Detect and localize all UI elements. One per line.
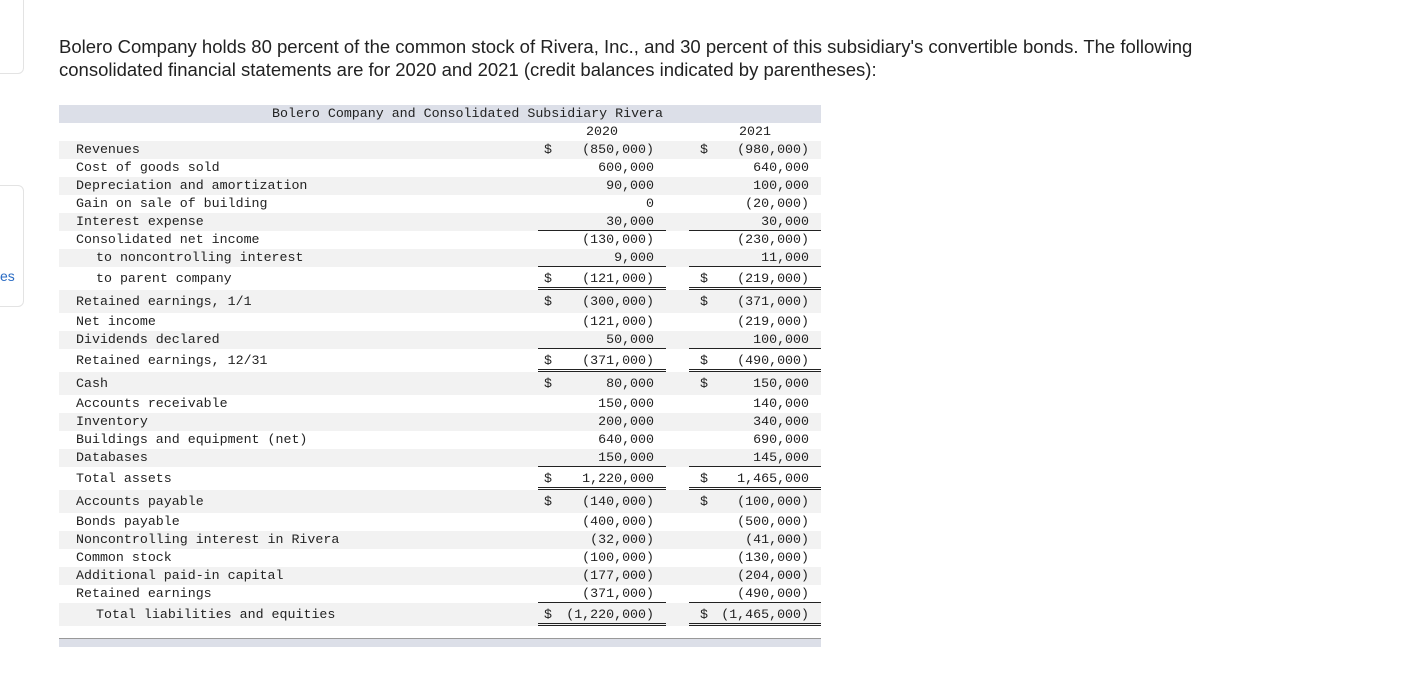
row-label: Cash (76, 376, 108, 391)
value-2020: (140,000) (582, 494, 654, 509)
amount-2020 (538, 413, 666, 431)
amount-2021 (689, 313, 821, 331)
value-2021: 140,000 (753, 396, 809, 411)
amount-2021 (689, 490, 821, 513)
value-2021: (41,000) (745, 532, 809, 547)
amount-2021 (689, 567, 821, 585)
amount-2020 (538, 159, 666, 177)
row-label: Retained earnings (76, 586, 212, 601)
table-row (59, 567, 821, 585)
row-label: Common stock (76, 550, 172, 565)
currency-symbol: $ (700, 494, 708, 509)
currency-symbol: $ (544, 494, 552, 509)
amount-2020 (538, 349, 666, 372)
year-2021-header: 2021 (739, 124, 771, 139)
amount-2021 (689, 267, 821, 290)
amount-2021 (689, 141, 821, 159)
value-2021: 145,000 (753, 450, 809, 465)
sidebar-link[interactable]: es (0, 268, 15, 284)
table-row (59, 349, 821, 372)
value-2021: (100,000) (737, 494, 809, 509)
table-row (59, 195, 821, 213)
amount-2020 (538, 195, 666, 213)
row-label: Retained earnings, 12/31 (76, 353, 268, 368)
row-label: Bonds payable (76, 514, 180, 529)
amount-2021 (689, 213, 821, 231)
value-2020: 1,220,000 (582, 471, 654, 486)
value-2021: 690,000 (753, 432, 809, 447)
amount-2021 (689, 513, 821, 531)
row-label: Accounts payable (76, 494, 204, 509)
year-2020-header: 2020 (586, 124, 618, 139)
amount-2020 (538, 249, 666, 267)
value-2021: (219,000) (737, 314, 809, 329)
currency-symbol: $ (544, 271, 552, 286)
amount-2021 (689, 159, 821, 177)
value-2021: 150,000 (753, 376, 809, 391)
row-label: Retained earnings, 1/1 (76, 294, 252, 309)
amount-2021 (689, 195, 821, 213)
row-label: Net income (76, 314, 156, 329)
value-2020: 0 (646, 196, 654, 211)
table-row (59, 431, 821, 449)
value-2021: (500,000) (737, 514, 809, 529)
value-2021: (490,000) (737, 586, 809, 601)
amount-2020 (538, 449, 666, 467)
currency-symbol: $ (700, 353, 708, 368)
table-row (59, 395, 821, 413)
amount-2020 (538, 585, 666, 603)
value-2020: 50,000 (606, 332, 654, 347)
value-2021: (204,000) (737, 568, 809, 583)
amount-2021 (689, 372, 821, 395)
value-2021: 30,000 (761, 214, 809, 229)
amount-2021 (689, 349, 821, 372)
table-row (59, 177, 821, 195)
amount-2020 (538, 231, 666, 249)
amount-2021 (689, 413, 821, 431)
amount-2020 (538, 395, 666, 413)
currency-symbol: $ (700, 376, 708, 391)
table-row (59, 331, 821, 349)
row-label: Depreciation and amortization (76, 178, 308, 193)
amount-2020 (538, 290, 666, 313)
table-row (59, 231, 821, 249)
table-row (59, 585, 821, 603)
table-row (59, 513, 821, 531)
row-label: to parent company (96, 271, 232, 286)
row-label: Additional paid-in capital (76, 568, 284, 583)
amount-2021 (689, 395, 821, 413)
amount-2020 (538, 567, 666, 585)
amount-2020 (538, 603, 666, 626)
amount-2020 (538, 490, 666, 513)
row-label: Buildings and equipment (net) (76, 432, 308, 447)
table-row (59, 313, 821, 331)
amount-2021 (689, 290, 821, 313)
value-2021: (1,465,000) (721, 607, 809, 622)
value-2021: (20,000) (745, 196, 809, 211)
value-2020: 9,000 (614, 250, 654, 265)
amount-2020 (538, 267, 666, 290)
table-row (59, 490, 821, 513)
value-2020: 80,000 (606, 376, 654, 391)
currency-symbol: $ (544, 471, 552, 486)
financial-statements-table (59, 105, 821, 647)
value-2021: 11,000 (761, 250, 809, 265)
value-2020: (300,000) (582, 294, 654, 309)
value-2021: (230,000) (737, 232, 809, 247)
amount-2021 (689, 177, 821, 195)
currency-symbol: $ (700, 271, 708, 286)
amount-2020 (538, 467, 666, 490)
value-2021: 640,000 (753, 160, 809, 175)
value-2020: (400,000) (582, 514, 654, 529)
value-2021: 100,000 (753, 178, 809, 193)
amount-2021 (689, 431, 821, 449)
row-label: Inventory (76, 414, 148, 429)
value-2020: 600,000 (598, 160, 654, 175)
currency-symbol: $ (544, 142, 552, 157)
currency-symbol: $ (700, 607, 708, 622)
currency-symbol: $ (544, 607, 552, 622)
currency-symbol: $ (700, 294, 708, 309)
table-title: Bolero Company and Consolidated Subsidiary Rivera (59, 105, 821, 123)
currency-symbol: $ (544, 294, 552, 309)
amount-2021 (689, 603, 821, 626)
amount-2020 (538, 331, 666, 349)
value-2020: (130,000) (582, 232, 654, 247)
value-2020: 200,000 (598, 414, 654, 429)
value-2021: (371,000) (737, 294, 809, 309)
currency-symbol: $ (700, 471, 708, 486)
table-row (59, 141, 821, 159)
value-2020: (121,000) (582, 271, 654, 286)
value-2021: 340,000 (753, 414, 809, 429)
amount-2020 (538, 313, 666, 331)
row-label: Gain on sale of building (76, 196, 268, 211)
row-label: Revenues (76, 142, 140, 157)
row-label: Noncontrolling interest in Rivera (76, 532, 340, 547)
table-bottom-bar (59, 638, 821, 647)
row-label: Dividends declared (76, 332, 220, 347)
row-label: Interest expense (76, 214, 204, 229)
row-label: to noncontrolling interest (96, 250, 304, 265)
table-row (59, 413, 821, 431)
amount-2021 (689, 331, 821, 349)
amount-2020 (538, 431, 666, 449)
value-2021: (130,000) (737, 550, 809, 565)
currency-symbol: $ (544, 353, 552, 368)
row-label: Accounts receivable (76, 396, 228, 411)
row-label: Databases (76, 450, 148, 465)
value-2020: (371,000) (582, 586, 654, 601)
amount-2020 (538, 141, 666, 159)
row-label: Cost of goods sold (76, 160, 220, 175)
amount-2021 (689, 585, 821, 603)
table-row (59, 549, 821, 567)
table-row (59, 249, 821, 267)
amount-2020 (538, 177, 666, 195)
value-2020: (32,000) (590, 532, 654, 547)
amount-2021 (689, 231, 821, 249)
value-2020: 90,000 (606, 178, 654, 193)
amount-2021 (689, 449, 821, 467)
sidebar-card-top (0, 0, 24, 74)
currency-symbol: $ (544, 376, 552, 391)
year-header-row (59, 123, 821, 141)
value-2020: (121,000) (582, 314, 654, 329)
row-label: Total liabilities and equities (96, 607, 336, 622)
amount-2020 (538, 549, 666, 567)
amount-2020 (538, 513, 666, 531)
amount-2020 (538, 213, 666, 231)
value-2021: 1,465,000 (737, 471, 809, 486)
amount-2020 (538, 531, 666, 549)
table-row (59, 603, 821, 626)
table-row (59, 267, 821, 290)
table-row (59, 449, 821, 467)
amount-2021 (689, 467, 821, 490)
sidebar-card-nav (0, 185, 24, 307)
table-row (59, 372, 821, 395)
amount-2021 (689, 531, 821, 549)
value-2021: 100,000 (753, 332, 809, 347)
value-2020: 30,000 (606, 214, 654, 229)
value-2021: (490,000) (737, 353, 809, 368)
value-2020: 150,000 (598, 396, 654, 411)
value-2021: (219,000) (737, 271, 809, 286)
value-2021: (980,000) (737, 142, 809, 157)
row-label: Consolidated net income (76, 232, 260, 247)
table-row (59, 290, 821, 313)
value-2020: (850,000) (582, 142, 654, 157)
value-2020: 640,000 (598, 432, 654, 447)
table-row (59, 531, 821, 549)
table-row (59, 467, 821, 490)
value-2020: (371,000) (582, 353, 654, 368)
question-text: Bolero Company holds 80 percent of the common stock of Rivera, Inc., and 30 percent of this subsidiary's convertible bonds. The following consolidated financial statements are for 2020 and 2021 (credit balances indicated by parentheses): (59, 36, 1193, 80)
value-2020: (100,000) (582, 550, 654, 565)
amount-2021 (689, 549, 821, 567)
currency-symbol: $ (700, 142, 708, 157)
value-2020: (1,220,000) (566, 607, 654, 622)
value-2020: (177,000) (582, 568, 654, 583)
value-2020: 150,000 (598, 450, 654, 465)
row-label: Total assets (76, 471, 172, 486)
amount-2020 (538, 372, 666, 395)
amount-2021 (689, 249, 821, 267)
table-row (59, 159, 821, 177)
table-row (59, 213, 821, 231)
